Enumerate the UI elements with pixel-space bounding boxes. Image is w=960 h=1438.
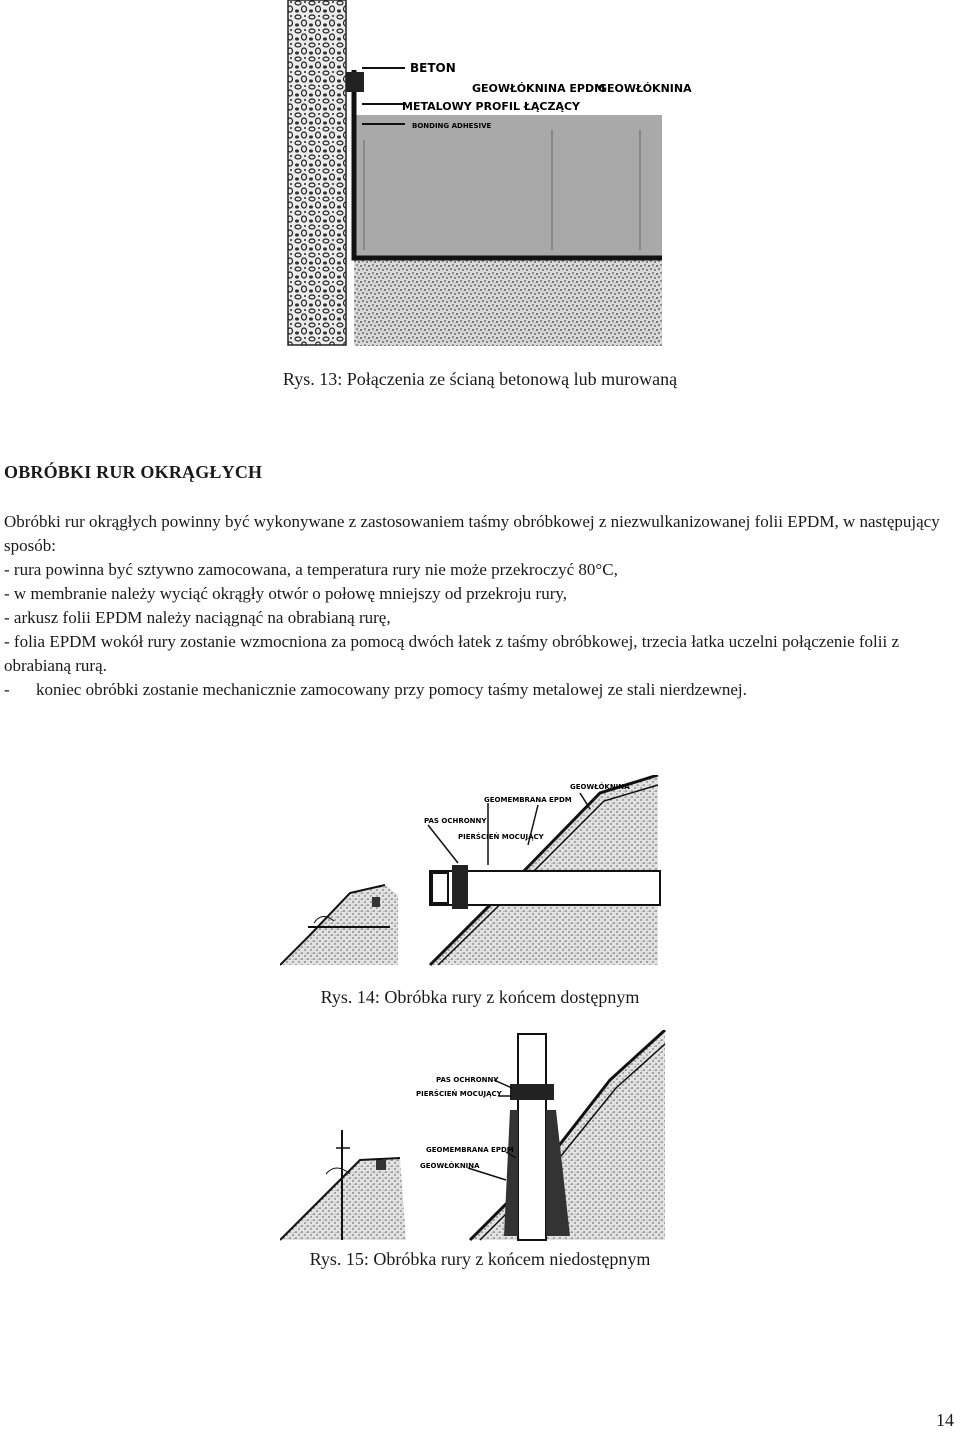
figure-pipe-inaccessible (280, 1030, 680, 1242)
label-adhesive: BONDING ADHESIVE (412, 122, 492, 130)
label-pas: PAS OCHRONNY (436, 1076, 499, 1084)
mounting-ring (510, 1084, 554, 1100)
section-body (4, 510, 954, 702)
figure-pipe-accessible (280, 775, 680, 970)
label-geowloknina: GEOWŁÓKNINA (420, 1162, 480, 1170)
pipe (518, 1034, 546, 1240)
label-pierscien: PIERŚCIEŃ MOCUJĄCY (458, 833, 544, 841)
figure-caption-14: Rys. 14: Obróbka rury z końcem dostępnym (320, 987, 640, 1007)
list-item: - w membranie należy wyciąć okrągły otwór o połowę mniejszy od przekroju rury, (4, 584, 568, 603)
figure-caption-13: Rys. 13: Połączenia ze ścianą betonową lub murowaną (282, 369, 678, 389)
label-pierscien: PIERŚCIEŃ MOCUJĄCY (416, 1090, 502, 1098)
label-geomembrana: GEOMEMBRANA EPDM (484, 796, 572, 804)
page-number: 14 (936, 1410, 954, 1430)
list-item: - arkusz folii EPDM należy naciągnąć na obrabianą rurę, (4, 608, 391, 627)
list-item-last (4, 678, 954, 702)
intro-paragraph: Obróbki rur okrągłych powinny być wykonywane z zastosowaniem taśmy obróbkowej z niezwulkanizowanej folii EPDM, w następujący sposób: (4, 512, 940, 555)
figure-caption-15: Rys. 15: Obróbka rury z końcem niedostępnym (309, 1249, 651, 1269)
list-dash: - (4, 680, 10, 699)
water-area (354, 115, 662, 257)
gravel-ground (354, 258, 662, 346)
list-item: - folia EPDM wokół rury zostanie wzmocniona za pomocą dwóch łatek z taśmy obróbkowej, trzecia łatka uczelni połączenie folii z obrabianą rurą. (4, 632, 900, 675)
list-item: - rura powinna być sztywno zamocowana, a temperatura rury nie może przekroczyć 80°C, (4, 560, 618, 579)
label-pas: PAS OCHRONNY (424, 817, 487, 825)
list-item-text: koniec obróbki zostanie mechanicznie zamocowany przy pomocy taśmy metalowej ze stali nierdzewnej. (36, 680, 747, 699)
figure-wall-connection (0, 0, 960, 360)
label-geowloknina: GEOWŁÓKNINA (570, 783, 630, 791)
label-profil: METALOWY PROFIL ŁĄCZĄCY (402, 100, 581, 113)
section-heading: OBRÓBKI RUR OKRĄGŁYCH (4, 462, 263, 482)
label-beton: BETON (410, 61, 456, 75)
label-geowloknina: GEOWŁÓKNINA (598, 82, 692, 95)
label-geo-epdm: GEOWŁÓKNINA EPDM (472, 82, 606, 95)
mounting-ring (452, 865, 468, 909)
label-geomembrana: GEOMEMBRANA EPDM (426, 1146, 514, 1154)
concrete-wall (288, 0, 346, 345)
